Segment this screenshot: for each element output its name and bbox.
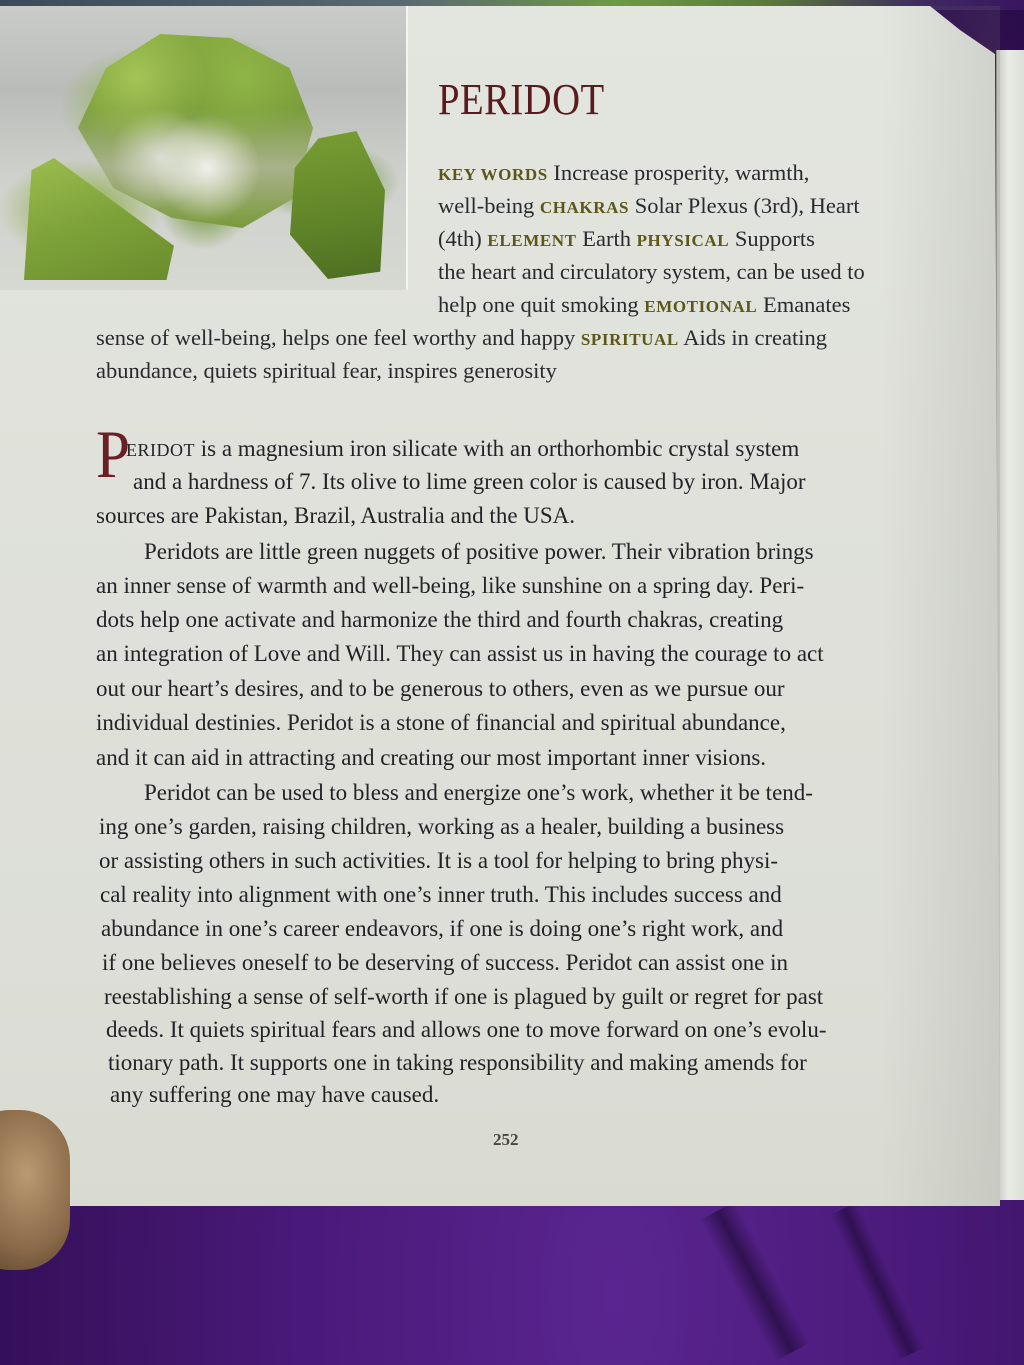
label-element: ELEMENT bbox=[487, 231, 577, 250]
body-line: and a hardness of 7. Its olive to lime green color is caused by iron. Major bbox=[133, 469, 806, 494]
label-spiritual: SPIRITUAL bbox=[580, 330, 679, 349]
properties-text: the heart and circulatory system, can be used to bbox=[438, 259, 865, 284]
drop-cap: P bbox=[96, 416, 131, 492]
properties-line bbox=[438, 290, 850, 323]
adjacent-page-edge bbox=[996, 50, 1024, 1200]
body-line: Peridot can be used to bless and energize one’s work, whether it be tend- bbox=[144, 780, 813, 805]
properties-line bbox=[96, 323, 827, 356]
properties-text: Earth bbox=[576, 226, 637, 251]
label-chakras: CHAKRAS bbox=[539, 198, 630, 217]
properties-text: help one quit smoking bbox=[438, 292, 645, 317]
body-line: out our heart’s desires, and to be generous to others, even as we pursue our bbox=[96, 676, 785, 701]
body-line: if one believes oneself to be deserving of success. Peridot can assist one in bbox=[102, 950, 788, 975]
body-line: individual destinies. Peridot is a stone of financial and spiritual abundance, bbox=[96, 710, 786, 735]
peridot-photo bbox=[0, 6, 408, 290]
body-line: tionary path. It supports one in taking responsibility and making amends for bbox=[108, 1050, 807, 1075]
thumb bbox=[0, 1110, 70, 1270]
properties-text: Emanates bbox=[757, 292, 851, 317]
properties-text: abundance, quiets spiritual fear, inspires generosity bbox=[96, 358, 557, 383]
body-line: sources are Pakistan, Brazil, Australia and the USA. bbox=[96, 503, 576, 528]
crystal-cluster-icon bbox=[78, 28, 313, 228]
body-line: ing one’s garden, raising children, working as a healer, building a business bbox=[99, 814, 785, 839]
body-line: abundance in one’s career endeavors, if one is doing one’s right work, and bbox=[101, 916, 784, 941]
page-number: 252 bbox=[493, 1130, 519, 1149]
body-line: an inner sense of warmth and well-being, like sunshine on a spring day. Peri- bbox=[96, 573, 805, 598]
properties-line bbox=[438, 224, 815, 257]
properties-line bbox=[438, 158, 809, 191]
body-line: or assisting others in such activities. It is a tool for helping to bring physi- bbox=[99, 848, 779, 873]
body-line: and it can aid in attracting and creating our most important inner visions. bbox=[96, 745, 767, 770]
body-line: dots help one activate and harmonize the third and fourth chakras, creating bbox=[96, 607, 784, 632]
label-key-words: KEY WORDS bbox=[438, 165, 548, 184]
body-line: ERIDOT is a magnesium iron silicate with an orthorhombic crystal system bbox=[126, 436, 800, 461]
body-line: an integration of Love and Will. They can assist us in having the courage to act bbox=[96, 641, 824, 666]
body-line: reestablishing a sense of self-worth if one is plagued by guilt or regret for past bbox=[104, 984, 824, 1009]
properties-line bbox=[438, 191, 860, 224]
body-line: any suffering one may have caused. bbox=[110, 1082, 440, 1107]
properties-text: sense of well-being, helps one feel worthy and happy bbox=[96, 325, 581, 350]
body-line: Peridots are little green nuggets of positive power. Their vibration brings bbox=[144, 539, 814, 564]
properties-text: Supports bbox=[729, 226, 815, 251]
lead-in: ERIDOT bbox=[126, 440, 195, 460]
properties-line bbox=[438, 257, 865, 288]
label-emotional: EMOTIONAL bbox=[644, 297, 758, 316]
photo-border bbox=[406, 6, 408, 290]
body-line: deeds. It quiets spiritual fears and allows one to move forward on one’s evolu- bbox=[106, 1017, 827, 1042]
properties-text: Aids in creating bbox=[678, 325, 827, 350]
body-line: cal reality into alignment with one’s inner truth. This includes success and bbox=[100, 882, 782, 907]
properties-text: well-being bbox=[438, 193, 540, 218]
properties-line bbox=[96, 356, 557, 387]
properties-text: (4th) bbox=[438, 226, 488, 251]
properties-text: Solar Plexus (3rd), Heart bbox=[629, 193, 860, 218]
label-physical: PHYSICAL bbox=[636, 231, 730, 250]
page-title: PERIDOT bbox=[438, 75, 605, 124]
properties-text: Increase prosperity, warmth, bbox=[547, 160, 810, 185]
